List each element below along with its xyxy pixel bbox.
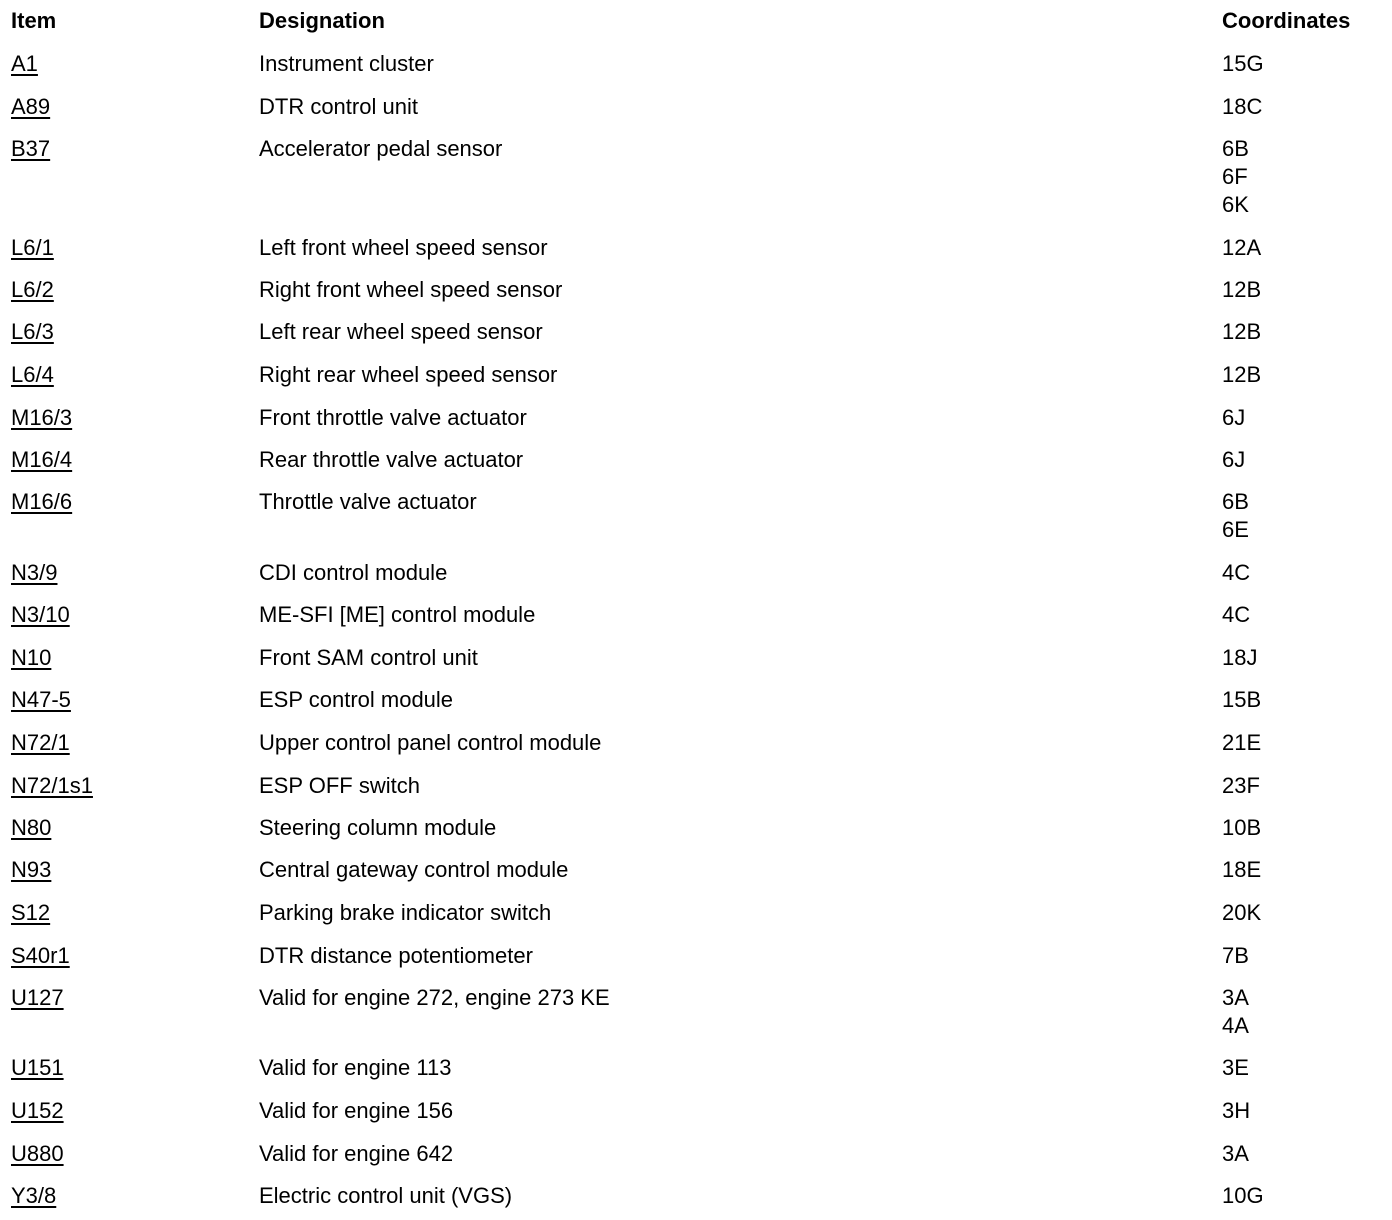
coordinates-cell [1222,361,1261,389]
coordinate-value: 6J [1222,447,1246,472]
table-header-row [0,0,1392,42]
item-link[interactable]: A1 [11,51,38,76]
coordinates-cell [1222,488,1249,544]
coordinates-cell [1222,276,1261,304]
item-link[interactable]: M16/4 [11,447,73,472]
item-link[interactable]: B37 [11,136,51,161]
item-link[interactable]: S12 [11,900,51,925]
coordinate-value: 3H [1222,1098,1251,1123]
coordinate-value: 15B [1222,687,1262,712]
coordinates-cell [1222,942,1249,970]
designation-text: CDI control module [259,560,448,585]
coordinate-value: 18J [1222,645,1258,670]
coordinates-cell [1222,856,1261,884]
coordinates-cell [1222,93,1262,121]
item-link[interactable]: N72/1s1 [11,773,93,798]
coordinate-value: 4C [1222,602,1251,627]
header-designation: Designation [259,8,385,33]
coordinate-value: 4A [1222,1013,1249,1038]
header-coordinates: Coordinates [1222,8,1351,33]
item-link[interactable]: N47-5 [11,687,71,712]
coordinates-cell [1222,1054,1249,1082]
item-link[interactable]: L6/2 [11,277,54,302]
designation-text: Front SAM control unit [259,645,478,670]
coordinates-cell [1222,318,1261,346]
coordinate-value: 23F [1222,773,1260,798]
coordinate-value: 18C [1222,94,1263,119]
designation-text: Instrument cluster [259,51,434,76]
designation-text: Right front wheel speed sensor [259,277,563,302]
item-link[interactable]: U127 [11,985,64,1010]
item-link[interactable]: M16/3 [11,405,73,430]
designation-text: Right rear wheel speed sensor [259,362,558,387]
coordinates-cell [1222,686,1261,714]
designation-text: Throttle valve actuator [259,489,477,514]
item-link[interactable]: L6/4 [11,362,54,387]
designation-text: Accelerator pedal sensor [259,136,503,161]
designation-text: Valid for engine 642 [259,1141,454,1166]
coordinates-cell [1222,899,1261,927]
coordinate-value: 3A [1222,985,1249,1010]
coordinates-cell [1222,234,1261,262]
coordinate-value: 10G [1222,1183,1264,1208]
item-link[interactable]: N80 [11,815,52,840]
designation-text: Parking brake indicator switch [259,900,552,925]
designation-text: Electric control unit (VGS) [259,1183,513,1208]
designation-text: Central gateway control module [259,857,569,882]
coordinates-cell [1222,1140,1249,1168]
designation-text: Valid for engine 156 [259,1098,454,1123]
coordinate-value: 12B [1222,362,1262,387]
coordinates-cell [1222,135,1249,219]
coordinates-cell [1222,814,1261,842]
coordinate-value: 18E [1222,857,1262,882]
item-link[interactable]: M16/6 [11,489,73,514]
designation-text: DTR control unit [259,94,418,119]
designation-text: Valid for engine 113 [259,1055,452,1080]
coordinates-cell [1222,559,1250,587]
coordinates-cell [1222,729,1261,757]
coordinates-cell [1222,984,1249,1040]
coordinate-value: 6J [1222,405,1246,430]
item-link[interactable]: L6/1 [11,235,54,260]
designation-text: Valid for engine 272, engine 273 KE [259,985,610,1010]
item-link[interactable]: S40r1 [11,943,70,968]
item-link[interactable]: N93 [11,857,52,882]
designation-text: Front throttle valve actuator [259,405,527,430]
designation-text: Left rear wheel speed sensor [259,319,543,344]
coordinate-value: 12A [1222,235,1262,260]
coordinate-value: 3E [1222,1055,1249,1080]
designation-text: ME-SFI [ME] control module [259,602,536,627]
designation-text: Rear throttle valve actuator [259,447,524,472]
coordinates-cell [1222,772,1260,800]
designation-text: Left front wheel speed sensor [259,235,548,260]
item-link[interactable]: A89 [11,94,51,119]
designation-text: DTR distance potentiometer [259,943,533,968]
coordinates-cell [1222,1097,1250,1125]
header-item: Item [11,8,57,33]
coordinates-cell [1222,1182,1264,1210]
item-link[interactable]: Y3/8 [11,1183,57,1208]
item-link[interactable]: U152 [11,1098,64,1123]
coordinate-value: 6B [1222,489,1249,514]
coordinate-value: 15G [1222,51,1264,76]
item-link[interactable]: N10 [11,645,52,670]
coordinate-value: 6E [1222,517,1249,542]
coordinate-value: 6K [1222,192,1249,217]
coordinate-value: 12B [1222,277,1262,302]
item-link[interactable]: L6/3 [11,319,54,344]
coordinate-value: 10B [1222,815,1262,840]
designation-text: Upper control panel control module [259,730,602,755]
designation-text: ESP control module [259,687,454,712]
item-link[interactable]: N3/9 [11,560,58,585]
coordinate-value: 12B [1222,319,1262,344]
coordinate-value: 6B [1222,136,1249,161]
item-link[interactable]: U151 [11,1055,64,1080]
coordinate-value: 7B [1222,943,1249,968]
coordinates-cell [1222,50,1264,78]
coordinate-value: 4C [1222,560,1251,585]
coordinate-value: 21E [1222,730,1262,755]
coordinate-value: 20K [1222,900,1262,925]
item-link[interactable]: U880 [11,1141,64,1166]
coordinates-cell [1222,446,1245,474]
designation-text: ESP OFF switch [259,773,420,798]
coordinates-cell [1222,404,1245,432]
coordinates-cell [1222,644,1257,672]
item-link[interactable]: N3/10 [11,602,70,627]
item-link[interactable]: N72/1 [11,730,70,755]
coordinate-value: 6F [1222,164,1248,189]
coordinate-value: 3A [1222,1141,1249,1166]
designation-text: Steering column module [259,815,497,840]
coordinates-cell [1222,601,1250,629]
